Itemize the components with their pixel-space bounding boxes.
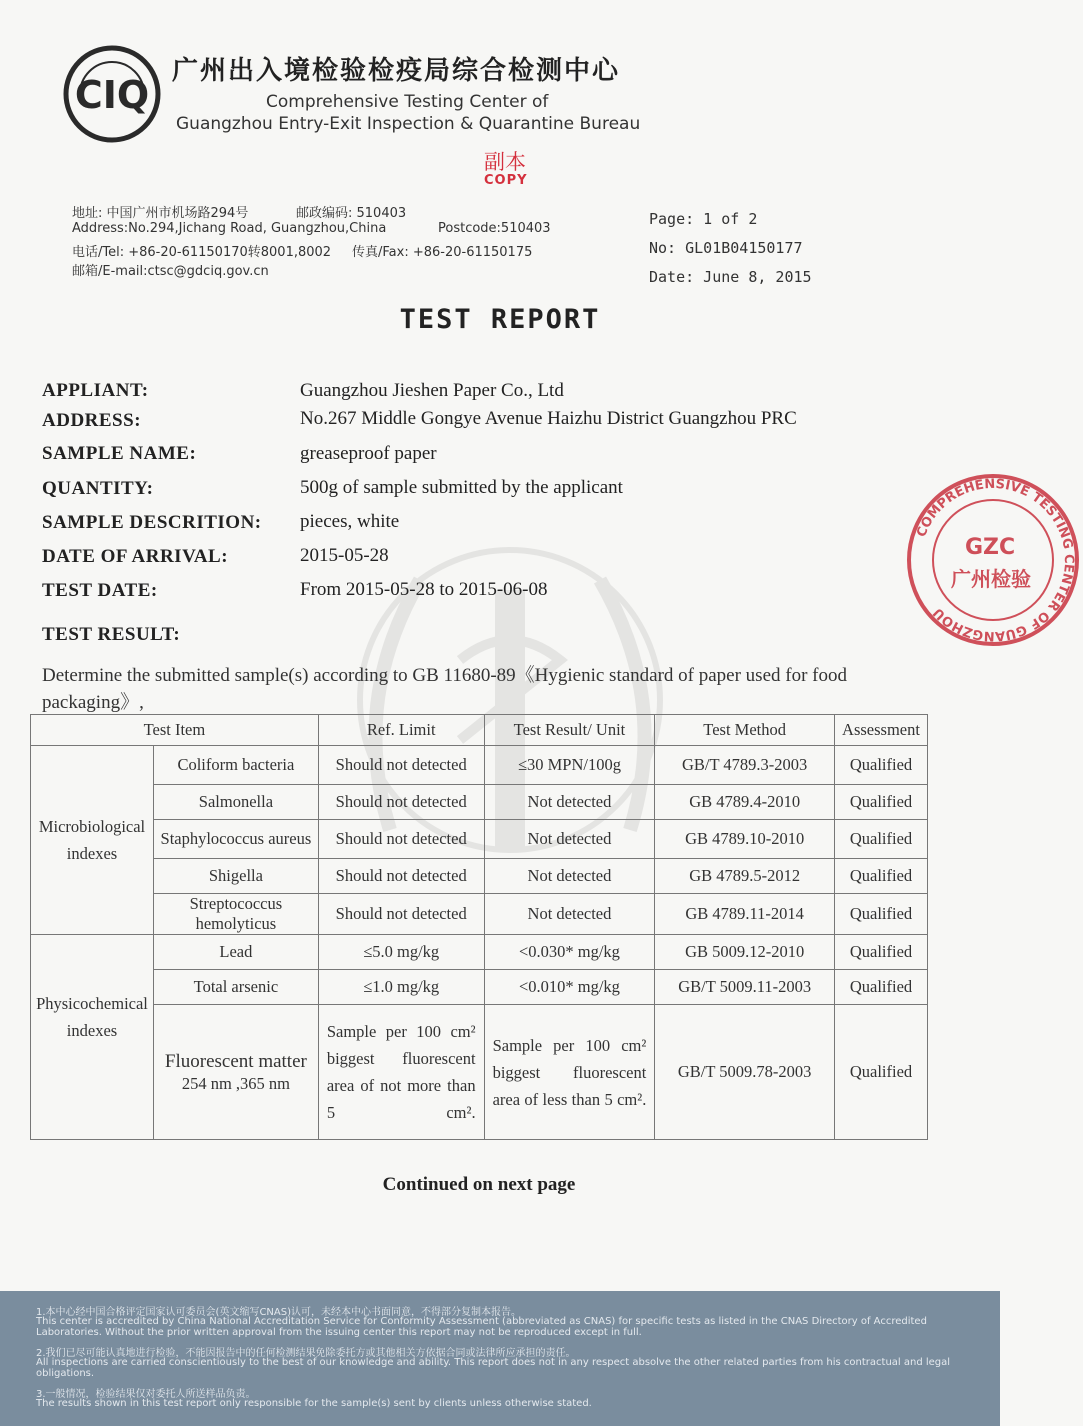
email: 邮箱/E-mail:ctsc@gdciq.gov.cn [72, 264, 269, 279]
item-cell: Lead [153, 935, 318, 970]
method-cell: GB/T 5009.11-2003 [655, 970, 835, 1005]
table-row [31, 1005, 928, 1140]
sample-name-label: SAMPLE NAME: [42, 443, 197, 464]
test-date-label: TEST DATE: [42, 580, 158, 601]
results-table [30, 714, 928, 1140]
header-test-result: Test Result/ Unit [484, 715, 655, 746]
footer-line: All inspections are carried conscientiously to the best of our knowledge and ability. This report does not in any respect absolve the other related parties from his contractual and legal [36, 1357, 951, 1368]
assessment-cell: Qualified [834, 820, 927, 859]
result-cell: <0.030* mg/kg [484, 935, 655, 970]
item-cell: Streptococcus hemolyticus [153, 894, 318, 935]
header-test-method: Test Method [655, 715, 835, 746]
table-row [31, 935, 928, 970]
item-cell [153, 1005, 318, 1140]
intro-text: Determine the submitted sample(s) according to GB 11680-89《Hygienic standard of paper used for food packaging》, [42, 665, 847, 713]
quantity-label: QUANTITY: [42, 478, 154, 499]
report-date: Date: June 8, 2015 [649, 268, 812, 286]
copy-mark-cn: 副本 [484, 150, 526, 174]
result-cell: Not detected [484, 859, 655, 894]
table-row [31, 970, 928, 1005]
header-assessment: Assessment [834, 715, 927, 746]
method-cell: GB 4789.5-2012 [655, 859, 835, 894]
telephone: 电话/Tel: +86-20-61150170转8001,8002 [72, 245, 332, 260]
method-cell: GB/T 5009.78-2003 [655, 1005, 835, 1140]
limit-cell: Should not detected [318, 894, 484, 935]
report-number: No: GL01B04150177 [649, 239, 803, 257]
address-value: No.267 Middle Gongye Avenue Haizhu District Guangzhou PRC [300, 408, 797, 429]
sample-description-label: SAMPLE DESCRITION: [42, 512, 262, 533]
method-cell: GB 5009.12-2010 [655, 935, 835, 970]
continued-note: Continued on next page [382, 1174, 576, 1195]
footer-disclaimer [0, 1291, 1000, 1426]
postcode-en: Postcode:510403 [438, 221, 551, 236]
page-number: Page: 1 of 2 [649, 210, 758, 228]
svg-text:广州检验: 广州检验 [951, 567, 1031, 591]
postcode-cn: 邮政编码: 510403 [296, 206, 407, 221]
limit-cell: ≤1.0 mg/kg [318, 970, 484, 1005]
assessment-cell: Qualified [834, 859, 927, 894]
footer-line: 2.我们已尽可能认真地进行检验，不能因报告中的任何检测结果免除委托方或其他相关方依据合同或法律所应承担的责任。 [36, 1348, 576, 1359]
item-cell: Staphylococcus aureus [153, 820, 318, 859]
copy-mark-en: COPY [484, 173, 528, 188]
limit-cell: Should not detected [318, 746, 484, 785]
method-cell: GB 4789.10-2010 [655, 820, 835, 859]
limit-cell: Should not detected [318, 859, 484, 894]
sample-description-value: pieces, white [300, 511, 400, 532]
result-cell: Not detected [484, 894, 655, 935]
limit-cell: Sample per 100 cm² biggest fluorescent area of not more than 5 cm². [318, 1005, 484, 1140]
footer-line: Laboratories. Without the prior written approval from the issuing center this report may not be reproduced except in full. [36, 1327, 642, 1338]
footer-line: obligations. [36, 1368, 95, 1379]
assessment-cell: Qualified [834, 935, 927, 970]
method-cell: GB 4789.4-2010 [655, 785, 835, 820]
table-row [31, 820, 928, 859]
assessment-cell: Qualified [834, 1005, 927, 1140]
item-cell: Salmonella [153, 785, 318, 820]
org-name-cn: 广州出入境检验检疫局综合检测中心 [172, 56, 621, 86]
sample-name-value: greaseproof paper [300, 443, 437, 464]
footer-line: This center is accredited by China National Accreditation Service for Conformity Assessment (abbreviated as CNAS) for specific tests as listed in the CNAS Directory of Accredited [36, 1316, 927, 1327]
method-cell: GB 4789.11-2014 [655, 894, 835, 935]
table-row [31, 894, 928, 935]
page-title: TEST REPORT [399, 304, 601, 335]
footer-line: 1.本中心经中国合格评定国家认可委员会(英文缩写CNAS)认可，未经本中心书面同意，不得部分复制本报告。 [36, 1307, 521, 1318]
item-cell: Coliform bacteria [153, 746, 318, 785]
address-cn: 地址: 中国广州市机场路294号 [72, 206, 249, 221]
item-cell: Shigella [153, 859, 318, 894]
footer-line: 3.一般情况，检验结果仅对委托人所送样品负责。 [36, 1389, 256, 1400]
table-header-row [31, 715, 928, 746]
result-cell: <0.010* mg/kg [484, 970, 655, 1005]
ciq-logo [62, 44, 162, 144]
limit-cell: Should not detected [318, 785, 484, 820]
header-ref-limit: Ref. Limit [318, 715, 484, 746]
header-test-item: Test Item [31, 715, 319, 746]
result-cell: Not detected [484, 820, 655, 859]
test-date-value: From 2015-05-28 to 2015-06-08 [300, 579, 548, 600]
address-label: ADDRESS: [42, 410, 142, 431]
limit-cell: Should not detected [318, 820, 484, 859]
group-physicochemical: Physicochemical indexes [31, 935, 154, 1140]
svg-text:COMPREHENSIVE TESTING CENTER O: COMPREHENSIVE TESTING CENTER OF GUANGZHOU [914, 476, 1077, 644]
svg-text:CIQ: CIQ [74, 73, 150, 117]
fax: 传真/Fax: +86-20-61150175 [352, 245, 533, 260]
quantity-value: 500g of sample submitted by the applicant [300, 477, 623, 498]
applicant-label: APPLIANT: [42, 380, 149, 401]
assessment-cell: Qualified [834, 894, 927, 935]
arrival-date-value: 2015-05-28 [300, 545, 389, 566]
assessment-cell: Qualified [834, 970, 927, 1005]
test-result-label: TEST RESULT: [42, 624, 181, 645]
footer-line: The results shown in this test report only responsible for the sample(s) sent by clients unless otherwise stated. [36, 1398, 592, 1409]
item-wavelength: 254 nm ,365 nm [181, 1074, 290, 1093]
table-row [31, 746, 928, 785]
group-microbiological: Microbiological indexes [31, 746, 154, 935]
result-cell: ≤30 MPN/100g [484, 746, 655, 785]
item-cell: Total arsenic [153, 970, 318, 1005]
limit-cell: ≤5.0 mg/kg [318, 935, 484, 970]
item-name: Fluorescent matter [164, 1051, 307, 1072]
table-row [31, 859, 928, 894]
result-cell: Sample per 100 cm² biggest fluorescent area of less than 5 cm². [484, 1005, 655, 1140]
address-en: Address:No.294,Jichang Road, Guangzhou,China [72, 221, 387, 236]
org-name-en-line2: Guangzhou Entry-Exit Inspection & Quarantine Bureau [176, 114, 641, 134]
arrival-date-label: DATE OF ARRIVAL: [42, 546, 229, 567]
method-cell: GB/T 4789.3-2003 [655, 746, 835, 785]
assessment-cell: Qualified [834, 785, 927, 820]
assessment-cell: Qualified [834, 746, 927, 785]
applicant-value: Guangzhou Jieshen Paper Co., Ltd [300, 380, 564, 401]
result-cell: Not detected [484, 785, 655, 820]
table-row [31, 785, 928, 820]
org-name-en-line1: Comprehensive Testing Center of [266, 92, 549, 112]
official-seal [903, 470, 1083, 650]
svg-text:GZC: GZC [965, 535, 1016, 560]
